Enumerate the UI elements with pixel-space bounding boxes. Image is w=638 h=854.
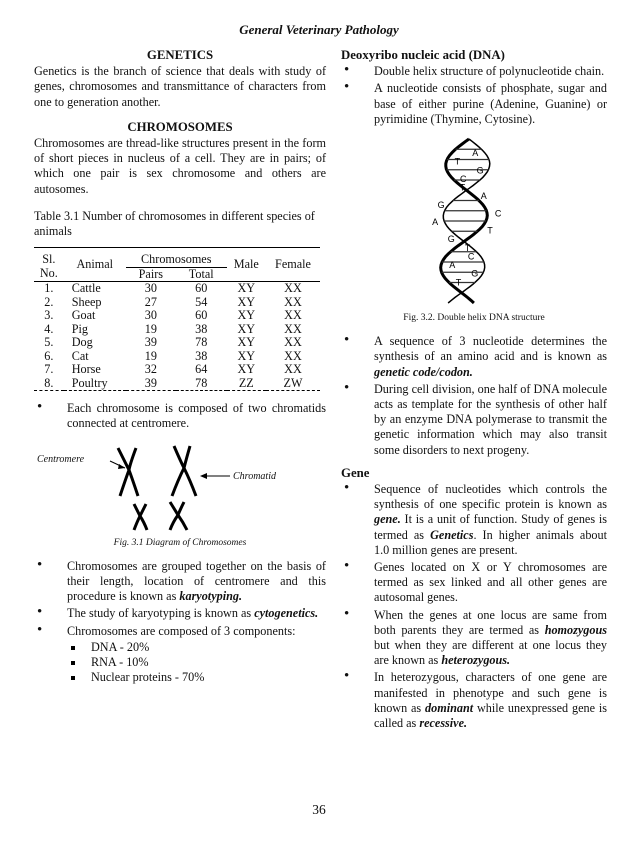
codon-term: genetic code/codon. xyxy=(374,364,473,379)
cell-male: XY xyxy=(237,362,256,377)
cell-no: 1. xyxy=(44,281,54,296)
cell-no: 8. xyxy=(34,377,64,391)
cell-total: 78 xyxy=(195,335,208,350)
cell-male: XY xyxy=(237,294,256,309)
col-sl: Sl. xyxy=(34,248,64,268)
genetics-title: GENETICS xyxy=(146,48,214,62)
codon-text: A sequence of 3 nucleotide determines the synthesis of an amino acid and is known as xyxy=(374,334,607,364)
right-column xyxy=(341,48,607,733)
bullet-homozygous xyxy=(341,608,607,669)
cell-animal: Pig xyxy=(71,321,88,336)
bullet-sex-linked: • Genes located on X or Y chromosomes are termed as sex linked and all other genes are autosomal genes. xyxy=(341,560,607,606)
cell-animal: Horse xyxy=(71,362,101,377)
table-row xyxy=(34,336,320,350)
col-female: Female xyxy=(266,248,320,282)
heterozygous-term: heterozygous. xyxy=(441,653,511,668)
base-label: C xyxy=(467,251,475,262)
cell-pairs: 19 xyxy=(144,321,157,336)
chromosomes-text: Chromosomes are thread-like structures present in the form of short pieces in nucleus of a cell. They are in pairs; of which one pair is sex chromosome and others are autosomes. xyxy=(34,136,326,196)
base-label: G xyxy=(447,234,455,245)
cell-pairs: 32 xyxy=(144,362,157,377)
chromatid-label: Chromatid xyxy=(233,470,276,482)
cell-male: XY xyxy=(237,348,256,363)
cell-no: 7. xyxy=(44,362,54,377)
cell-animal: Cat xyxy=(71,348,89,363)
cell-pairs: 19 xyxy=(144,348,157,363)
cell-animal: Dog xyxy=(71,335,93,350)
genetics-text: Genetics is the branch of science that deals with study of genes, chromosomes and transmittance of characters from one to generation another. xyxy=(34,64,326,109)
chromosome-table xyxy=(34,247,320,391)
bullet-cytogenetics xyxy=(34,606,326,621)
cell-male: XY xyxy=(237,281,256,296)
dominant-text: In heterozygous, characters of one gene are manifested in phenotype and such gene is known as xyxy=(374,670,607,715)
base-label: T xyxy=(455,277,462,288)
base-label: G xyxy=(471,268,479,279)
component-item: RNA - 10% xyxy=(67,655,326,670)
page-number: 36 xyxy=(312,802,326,817)
cell-male: XY xyxy=(237,308,256,323)
table-row xyxy=(34,282,320,296)
col-no: No. xyxy=(34,267,64,282)
base-label: G xyxy=(476,165,484,176)
table-row xyxy=(34,363,320,377)
base-label: C xyxy=(494,208,502,219)
table-row xyxy=(34,309,320,323)
cytogenetics-term: cytogenetics. xyxy=(254,606,319,621)
cell-female: ZW xyxy=(266,377,320,391)
table-row xyxy=(34,323,320,337)
cell-male: ZZ xyxy=(227,377,266,391)
table-caption: Table 3.1 Number of chromosomes in different species of animals xyxy=(34,208,315,239)
cell-female: XX xyxy=(284,362,302,377)
bullet-gene-definition xyxy=(341,482,607,558)
cell-total: 38 xyxy=(195,348,208,363)
fig2-caption: Fig. 3.2. Double helix DNA structure xyxy=(403,313,545,324)
gene-title: Gene xyxy=(341,465,370,480)
col-total: Total xyxy=(176,267,227,282)
base-label: A xyxy=(432,217,439,228)
cell-no: 5. xyxy=(44,335,54,350)
base-label: A xyxy=(449,260,456,271)
fig1-caption: Fig. 3.1 Diagram of Chromosomes xyxy=(113,537,247,548)
cell-animal: Sheep xyxy=(71,294,102,309)
component-item: DNA - 20% xyxy=(67,640,326,655)
cell-female: XX xyxy=(284,294,302,309)
cell-pairs: 27 xyxy=(144,294,157,309)
bullet-chromatids: • Each chromosome is composed of two chromatids connected at centromere. xyxy=(34,401,326,431)
cell-pairs: 39 xyxy=(126,377,176,391)
cell-female: XX xyxy=(284,308,302,323)
chromosome-figure xyxy=(34,438,326,532)
homozygous-term: homozygous xyxy=(544,622,607,637)
cell-pairs: 30 xyxy=(144,281,157,296)
cell-female: XX xyxy=(284,281,302,296)
cell-pairs: 30 xyxy=(144,308,157,323)
chromosomes-title: CHROMOSOMES xyxy=(127,119,233,134)
cell-no: 2. xyxy=(44,294,54,309)
base-label: T xyxy=(459,182,466,193)
bullet-karyotyping xyxy=(34,559,326,605)
cell-total: 60 xyxy=(195,308,208,323)
table-row xyxy=(34,377,320,391)
col-chromosomes: Chromosomes xyxy=(126,248,227,268)
centromere-label: Centromere xyxy=(37,453,85,465)
bullet-nucleotide: • A nucleotide consists of phosphate, sugar and base of either purine (Adenine, Guanine) or pyrimidine (Thymine, Cytosine). xyxy=(341,81,607,127)
dna-title: Deoxyribo nucleic acid (DNA) xyxy=(341,48,505,62)
table-row xyxy=(34,350,320,364)
left-column xyxy=(34,48,326,687)
cell-female: XX xyxy=(284,348,302,363)
dna-figure xyxy=(341,133,607,311)
cell-female: XX xyxy=(284,321,302,336)
components-text: Chromosomes are composed of 3 components: xyxy=(67,623,296,638)
component-item: Nuclear proteins - 70% xyxy=(67,670,326,685)
homozygous-mid: but when they are different at one locus they are known as xyxy=(374,638,607,668)
cell-male: XY xyxy=(237,335,256,350)
page-header: General Veterinary Pathology xyxy=(239,22,399,37)
col-animal: Animal xyxy=(64,248,126,282)
cell-male: XY xyxy=(237,321,256,336)
bullet-dna-helix: • Double helix structure of polynucleotide chain. xyxy=(341,64,607,79)
bullet-codon xyxy=(341,334,607,380)
bullet-dominant xyxy=(341,670,607,731)
cell-animal: Cattle xyxy=(71,281,101,296)
base-label: C xyxy=(460,173,467,184)
bullet-components xyxy=(34,624,326,686)
cell-total: 64 xyxy=(195,362,208,377)
bullet-cell-division: • During cell division, one half of DNA molecule acts as template for the synthesis of other half by an enzyme DNA polymerase to transmit the genetic information which may also transit some disorders to next progeny. xyxy=(341,382,607,458)
karyotyping-term: karyotyping. xyxy=(179,589,243,604)
cell-total: 78 xyxy=(176,377,227,391)
cell-animal: Goat xyxy=(71,308,96,323)
recessive-term: recessive. xyxy=(419,716,468,731)
genetics-term: Genetics xyxy=(430,527,474,542)
base-label: A xyxy=(480,191,487,202)
homozygous-text: When the genes at one locus are same from both parents they are termed as xyxy=(374,607,607,637)
cell-total: 60 xyxy=(195,281,208,296)
base-label: A xyxy=(472,148,479,159)
col-pairs: Pairs xyxy=(126,267,176,282)
base-label: T xyxy=(464,242,471,253)
gene-def-post: . In higher animals about 1.0 million genes are present. xyxy=(374,527,607,557)
gene-def-mid: It is a unit of function. Study of genes is termed as xyxy=(374,512,607,542)
cell-no: 6. xyxy=(44,348,54,363)
base-label: T xyxy=(487,225,493,236)
cell-total: 54 xyxy=(195,294,208,309)
base-label: G xyxy=(437,199,445,210)
cell-animal: Poultry xyxy=(64,377,126,391)
gene-def-text: Sequence of nucleotides which controls the synthesis of one specific protein is known as xyxy=(374,482,607,512)
cytogenetics-text: The study of karyotyping is known as xyxy=(67,606,255,621)
col-male: Male xyxy=(227,248,266,282)
base-label: T xyxy=(454,156,461,167)
karyotyping-text: Chromosomes are grouped together on the basis of their length, location of centromere and this procedure is known as xyxy=(67,558,326,604)
gene-term: gene. xyxy=(374,512,401,527)
cell-total: 38 xyxy=(195,321,208,336)
cell-no: 4. xyxy=(44,321,54,336)
table-row xyxy=(34,296,320,310)
dominant-mid: while unexpressed gene is called as xyxy=(374,700,607,731)
cell-pairs: 39 xyxy=(144,335,157,350)
dna-helix-diagram xyxy=(341,133,607,311)
dominant-term: dominant xyxy=(425,700,474,715)
cell-no: 3. xyxy=(44,308,54,323)
cell-female: XX xyxy=(284,335,302,350)
